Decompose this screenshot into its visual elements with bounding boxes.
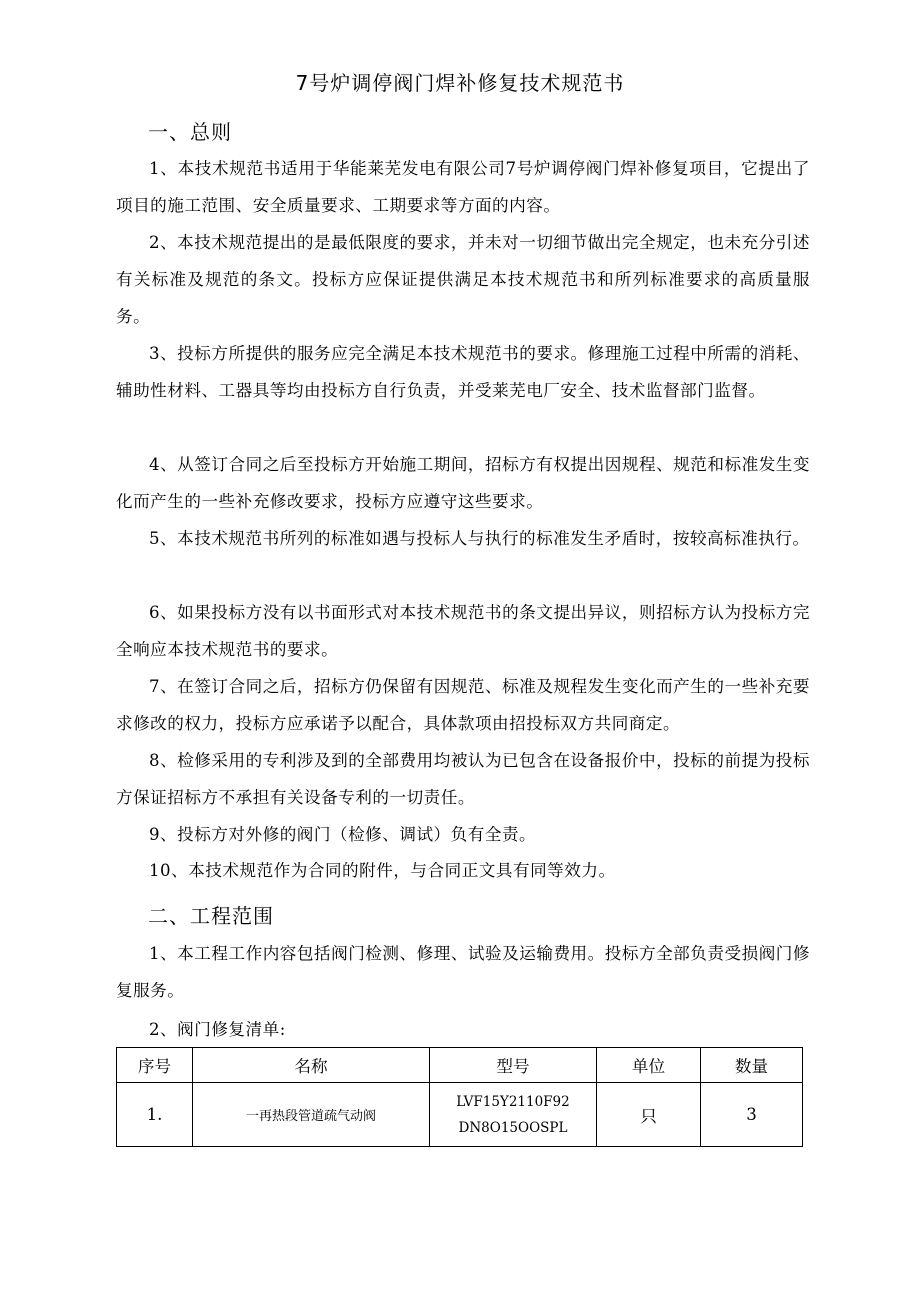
paragraph: 10、本技术规范作为合同的附件，与合同正文具有同等效力。 — [149, 861, 616, 880]
paragraph: 8、检修采用的专利涉及到的全部费用均被认为已包含在设备报价中，投标的前提为投标方保证招标方不承担有关设备专利的一切责任。 — [116, 751, 810, 807]
document-title: 7号炉调停阀门焊补修复技术规范书 — [295, 71, 625, 95]
paragraph: 7、在签订合同之后，招标方仍保留有因规范、标准及规程发生变化而产生的一些补充要求修改的权力，投标方应承诺予以配合，具体款项由招投标双方共同商定。 — [116, 677, 810, 733]
header-name: 名称 — [193, 1048, 430, 1083]
paragraph: 2、阀门修复清单: — [149, 1020, 286, 1039]
valve-repair-table — [116, 1047, 803, 1147]
paragraph: 9、投标方对外修的阀门（检修、调试）负有全责。 — [149, 825, 537, 844]
table-header-row — [117, 1048, 803, 1083]
paragraph: 4、从签订合同之后至投标方开始施工期间，招标方有权提出因规程、规范和标准发生变化而产生的一些补充修改要求，投标方应遵守这些要求。 — [116, 455, 810, 511]
header-quantity: 数量 — [701, 1048, 803, 1083]
header-model: 型号 — [430, 1048, 597, 1083]
paragraph: 5、本技术规范书所列的标准如遇与投标人与执行的标准发生矛盾时，按较高标准执行。 — [149, 529, 810, 548]
section-heading-general: 一、总则 — [148, 120, 232, 144]
paragraph: 3、投标方所提供的服务应完全满足本技术规范书的要求。修理施工过程中所需的消耗、辅助性材料、工器具等均由投标方自行负责，并受莱芜电厂安全、技术监督部门监督。 — [116, 344, 810, 400]
model-line-1: LVF15Y2110F92 — [456, 1093, 570, 1110]
header-unit: 单位 — [597, 1048, 701, 1083]
paragraph: 2、本技术规范提出的是最低限度的要求，并未对一切细节做出完全规定，也未充分引述有关标准及规范的条文。投标方应保证提供满足本技术规范书和所列标准要求的高质量服务。 — [116, 233, 810, 326]
paragraph: 1、本技术规范书适用于华能莱芜发电有限公司7号炉调停阀门焊补修复项目，它提出了项目的施工范围、安全质量要求、工期要求等方面的内容。 — [116, 159, 810, 215]
model-line-2: DN8O15OOSPL — [458, 1119, 568, 1136]
header-index: 序号 — [117, 1048, 193, 1083]
section-heading-scope: 二、工程范围 — [148, 904, 274, 928]
cell-model — [430, 1083, 597, 1147]
paragraph: 6、如果投标方没有以书面形式对本技术规范书的条文提出异议，则招标方认为投标方完全响应本技术规范书的要求。 — [116, 603, 810, 659]
cell-quantity: 3 — [701, 1083, 803, 1147]
table-row — [117, 1083, 803, 1147]
cell-name: 一再热段管道疏气动阀 — [193, 1083, 430, 1147]
cell-index: 1. — [117, 1083, 193, 1147]
paragraph: 1、本工程工作内容包括阀门检测、修理、试验及运输费用。投标方全部负责受损阀门修复服务。 — [116, 944, 810, 1000]
cell-unit: 只 — [597, 1083, 701, 1147]
